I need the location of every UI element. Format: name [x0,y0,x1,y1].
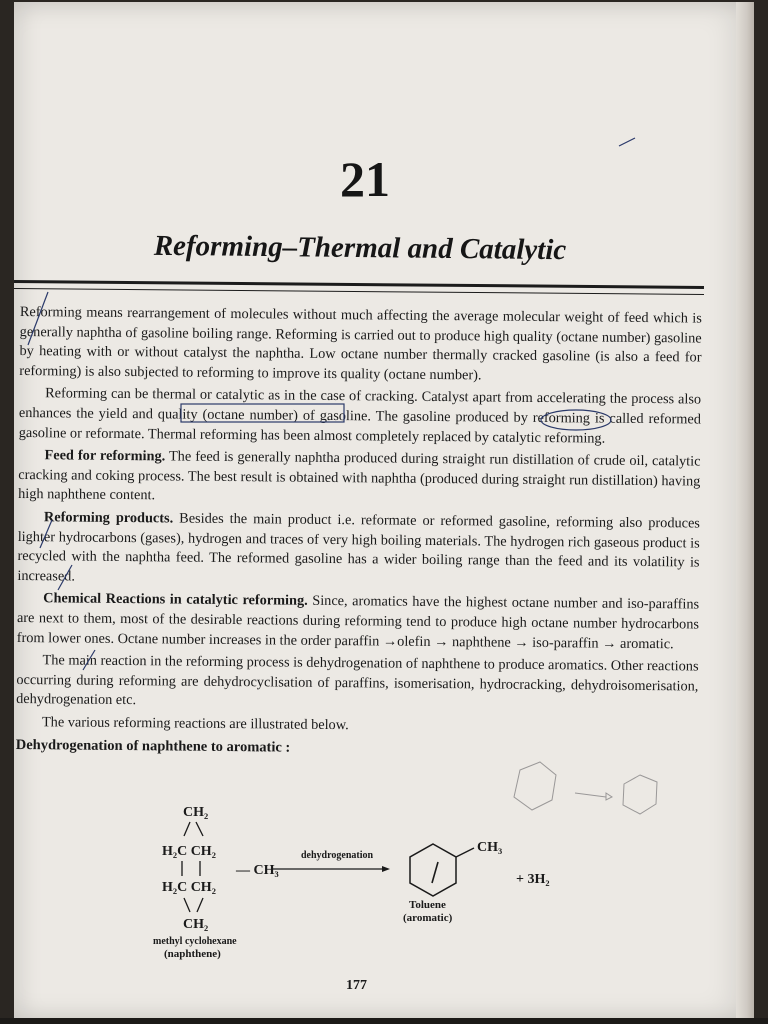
product-name: Toluene [409,899,446,911]
ch2-bottom: CH₂ [183,917,209,932]
reactions-heading: Chemical Reactions in catalytic reforming. [43,590,308,610]
paragraph-types: Reforming can be thermal or catalytic as in the case of cracking. Catalyst apart from accelerating the process also enhances the yield and quality (octane number) of gasoline. The gasoline produced by reforming is called reformed gasoline or reformate. Thermal reforming has been almost completely replaced by catalytic reforming. [18,385,702,447]
chapter-title: Reforming–Thermal and Catalytic [153,229,567,267]
paragraph-products [17,508,700,593]
h2c-ch2-upper: H₂C CH₂ [162,844,216,859]
paragraph-intro: Reforming means rearrangement of molecules without much affecting the average molecular weight of feed which is generally naphtha of gasoline boiling range. Reforming is carried out to produce high quality (octane number) gasoline by heating with or without catalyst the naphtha. Low octane number thermally cracked gasoline (is also a feed for reforming) is also subjected to reforming to improve its quality (octane number). [19,303,702,384]
reactions-text: Since, aromatics have the highest octane number and iso-paraffins are next to them, most of the desirable reactions during reforming tend to produce high octane number hydrocarbons from lower ones. Octane number increases in the order paraffin →olefin → naphthene → iso-paraffin → aromatic. [16,593,700,652]
paragraph-feed [18,446,701,511]
products-heading: Reforming products. [43,509,174,527]
reactant-class: (naphthene) [164,948,221,960]
page-number: 177 [346,978,367,993]
arrow-label: dehydrogenation [301,850,374,861]
ch3-substituent-left: — CH₃ [236,863,279,878]
h2c-ch2-lower: H₂C CH₂ [162,880,216,895]
products-text: Besides the main product i.e. reformate or reformed gasoline, reforming also produces lighter hydrocarbons (gases), hydrogen and traces of very high boiling materials. The hydrogen rich gaseous product is recycled with the naphtha feed. The reformed gasoline has a wider boiling range than the feed and its volatility is increased. [17,510,700,585]
paragraph-illustrated: The various reforming reactions are illustrated below. [41,714,349,734]
paragraph-reactions [17,589,700,654]
product-class: (aromatic) [403,912,453,924]
page-edge [736,2,754,1020]
reactant-name: methyl cyclohexane [153,936,237,947]
chapter-body [16,303,702,763]
bottom-shadow [0,1018,768,1024]
feed-heading: Feed for reforming. [44,447,166,465]
ch3-substituent-right: CH₃ [477,840,503,855]
ch2-top: CH₂ [183,805,209,820]
hydrogen-byproduct: + 3H₂ [516,872,550,887]
reaction-heading: Dehydrogenation of naphthene to aromatic : [15,737,291,757]
feed-text: The feed is generally naphtha produced during straight run distillation of crude oil, catalytic cracking and coking process. The best result is obtained with naphtha (produced during straight run distillation) having high naphthene content. [18,448,701,504]
chapter-number: 21 [340,151,390,207]
paragraph-main-reaction: The main reaction in the reforming process is dehydrogenation of naphthene to produce aromatics. Other reactions occurring during reforming are dehydrocyclisation of paraffins, isomerisation, hydrocracking, dehydroisomerisation, dehydrogenation etc. [16,652,699,709]
